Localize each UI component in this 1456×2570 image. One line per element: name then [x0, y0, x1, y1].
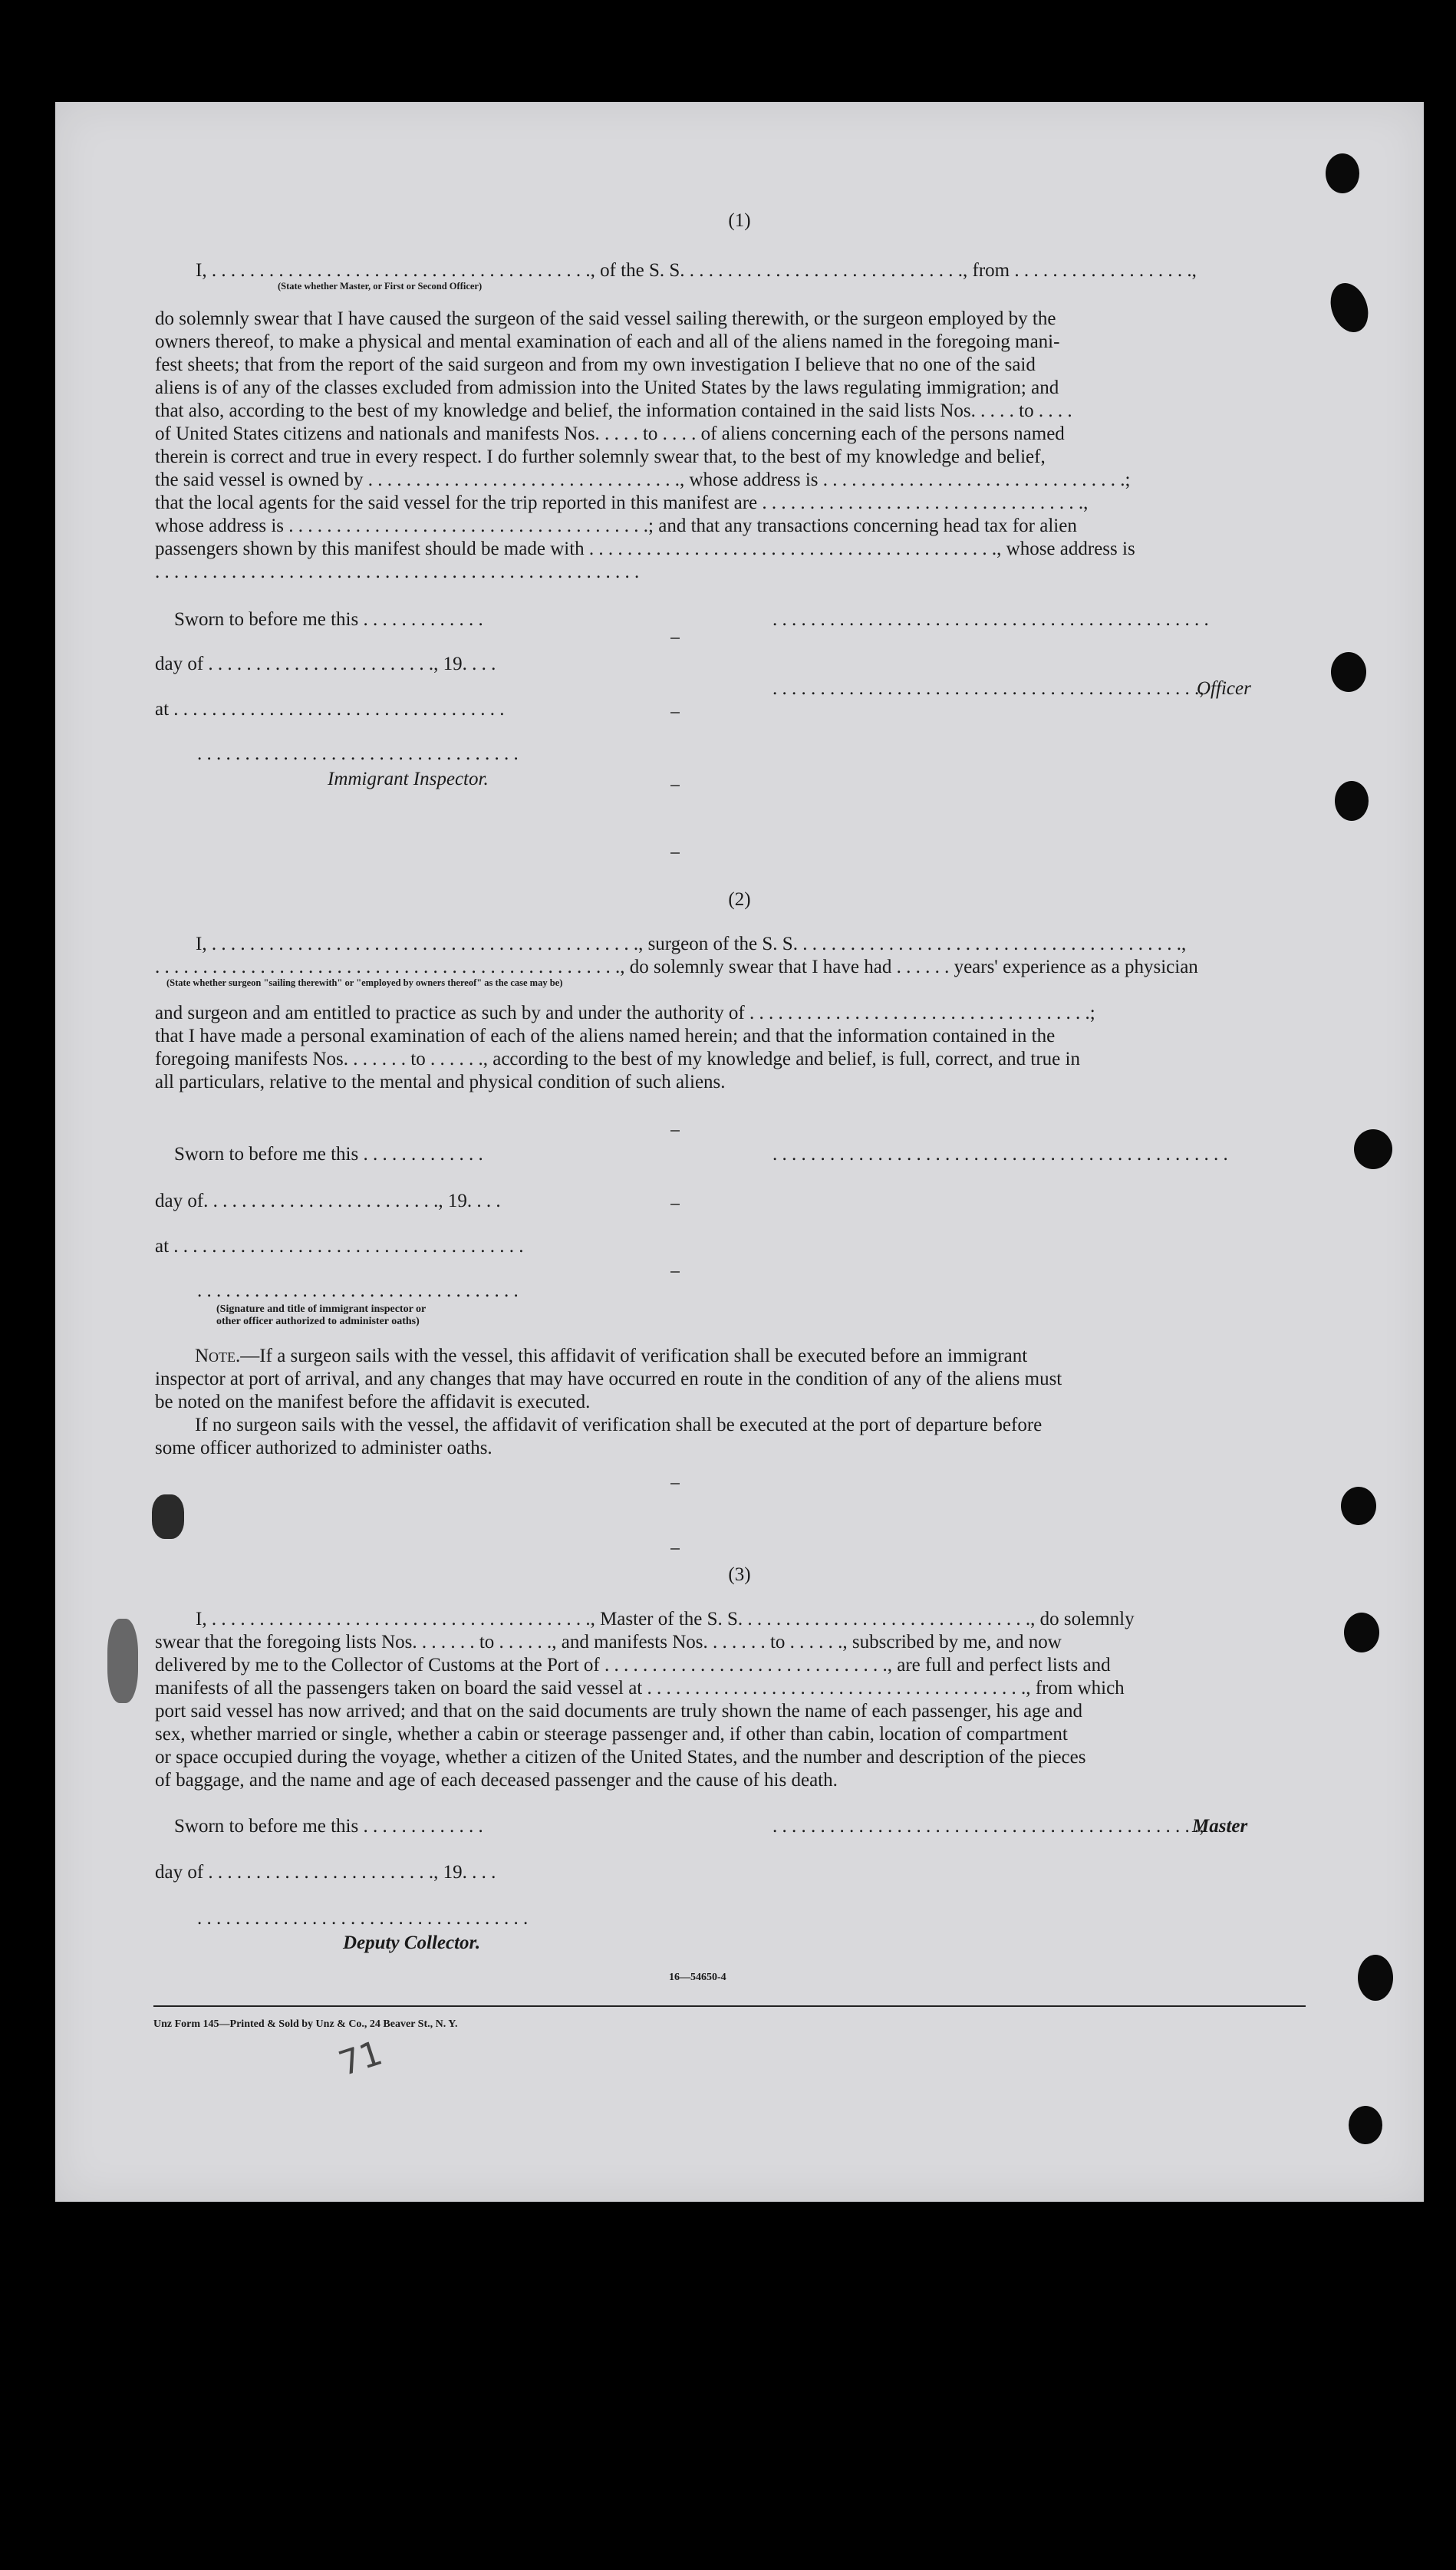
punch-hole — [1331, 652, 1366, 692]
section-1-line: fest sheets; that from the report of the said surgeon and from my own investigation I believe that no one of the said — [155, 354, 1036, 375]
section-1-at: at . . . . . . . . . . . . . . . . . . . . . . . . . . . . . . . . . . . — [155, 699, 505, 720]
scan-mark — [670, 638, 680, 639]
scan-mark — [670, 1548, 680, 1550]
section-3-line: delivered by me to the Collector of Customs at the Port of . . . . . . . . . . . . . . . . . . . . . . . . . . . . . ., are full and perfect lists and — [155, 1655, 1111, 1675]
scan-mark — [670, 1483, 680, 1484]
section-2-line: foregoing manifests Nos. . . . . . . to . . . . . ., according to the best of my knowledge and belief, is full, correct, and true in — [155, 1049, 1080, 1069]
section-2-surgeon-note: (State whether surgeon "sailing therewith" or "employed by owners thereof" as the case may be) — [166, 977, 563, 988]
section-1-line: aliens is of any of the classes excluded from admission into the United States by the laws regulating immigration; and — [155, 377, 1059, 398]
form-number: 16—54650-4 — [669, 1972, 726, 1983]
section-1-officer-note: (State whether Master, or First or Second Officer) — [278, 281, 483, 292]
section-1-line: therein is correct and true in every respect. I do further solemnly swear that, to the best of my knowledge and belief, — [155, 446, 1046, 467]
ink-blot — [152, 1494, 184, 1539]
footer-rule — [153, 2005, 1306, 2007]
section-2-line: all particulars, relative to the mental and physical condition of such aliens. — [155, 1072, 726, 1092]
section-2-signature-line: . . . . . . . . . . . . . . . . . . . . . . . . . . . . . . . . . . — [197, 1280, 519, 1301]
scan-mark — [670, 1204, 680, 1205]
section-1-heading: (1) — [728, 210, 751, 231]
section-2-sworn: Sworn to before me this . . . . . . . . . . . . . — [174, 1144, 483, 1165]
note-line: If no surgeon sails with the vessel, the affidavit of verification shall be executed at the port of departure before — [195, 1415, 1043, 1435]
punch-hole — [1354, 1129, 1392, 1169]
section-2-signature-note: (Signature and title of immigrant inspector or — [216, 1303, 427, 1315]
punch-hole — [1349, 2106, 1382, 2144]
section-2-signature-note: other officer authorized to administer oaths) — [216, 1316, 420, 1327]
section-1-line: the said vessel is owned by . . . . . . . . . . . . . . . . . . . . . . . . . . . . . . . . ., whose address is . . . . . . . . . . . . . . . . . . . . . . . . . . . . . . . .; — [155, 470, 1131, 490]
section-1-line: whose address is . . . . . . . . . . . . . . . . . . . . . . . . . . . . . . . . . . . . . .; and that any transactions concerning head tax for alien — [155, 516, 1077, 536]
note-line — [195, 1345, 1027, 1368]
officer-label: Officer — [1197, 678, 1251, 699]
section-2-surgeon-signature-line: . . . . . . . . . . . . . . . . . . . . . . . . . . . . . . . . . . . . . . . . . . . . . . . . — [772, 1144, 1228, 1165]
section-1-officer-line: . . . . . . . . . . . . . . . . . . . . . . . . . . . . . . . . . . . . . . . . . . . . . . — [772, 609, 1209, 630]
section-1-sworn: Sworn to before me this . . . . . . . . . . . . . — [174, 609, 483, 630]
section-3-line: I, . . . . . . . . . . . . . . . . . . . . . . . . . . . . . . . . . . . . . . . ., Master of the S. S. . . . . . . . . . . . . . . . . . . . . . . . . . . . . . ., do solemnly — [196, 1609, 1135, 1629]
section-1-line: of United States citizens and nationals and manifests Nos. . . . . to . . . . of aliens concerning each of the persons named — [155, 423, 1065, 444]
master-label: Master — [1192, 1816, 1248, 1837]
ink-blot — [107, 1619, 138, 1703]
note-label: Note. — [195, 1346, 241, 1366]
punch-hole — [1358, 1955, 1393, 2001]
section-3-master-line: . . . . . . . . . . . . . . . . . . . . . . . . . . . . . . . . . . . . . . . . . . . . ., — [772, 1816, 1204, 1837]
section-3-sworn: Sworn to before me this . . . . . . . . . . . . . — [174, 1816, 483, 1837]
section-1-line: that also, according to the best of my knowledge and belief, the information contained in the said lists Nos. . . . . to . . . . — [155, 400, 1072, 421]
section-3-day: day of . . . . . . . . . . . . . . . . . . . . . . . ., 19. . . . — [155, 1862, 496, 1883]
section-1-day: day of . . . . . . . . . . . . . . . . . . . . . . . ., 19. . . . — [155, 654, 496, 674]
section-3-line: or space occupied during the voyage, whether a citizen of the United States, and the number and description of the pieces — [155, 1747, 1086, 1768]
punch-hole — [1326, 153, 1359, 193]
section-1-signature-line: . . . . . . . . . . . . . . . . . . . . . . . . . . . . . . . . . . — [197, 743, 519, 764]
section-2-second-line: . . . . . . . . . . . . . . . . . . . . . . . . . . . . . . . . . . . . . . . . . . . . . . . . ., do solemnly swear that I have had . . . . . . years' experience as a physician — [155, 957, 1198, 977]
immigrant-inspector-label: Immigrant Inspector. — [328, 769, 489, 789]
punch-hole — [1335, 781, 1369, 821]
deputy-collector-label: Deputy Collector. — [343, 1932, 481, 1953]
section-1-line: . . . . . . . . . . . . . . . . . . . . . . . . . . . . . . . . . . . . . . . . . . . . . . . . . . . — [155, 562, 640, 582]
section-3-heading: (3) — [728, 1564, 751, 1585]
section-1-line: owners thereof, to make a physical and mental examination of each and all of the aliens named in the foregoing mani- — [155, 331, 1060, 352]
section-2-first-line: I, . . . . . . . . . . . . . . . . . . . . . . . . . . . . . . . . . . . . . . . . . . . . ., surgeon of the S. S. . . . . . . . . . . . . . . . . . . . . . . . . . . . . . . . . . . . . . . . ., — [196, 934, 1187, 954]
section-3-signature-line: . . . . . . . . . . . . . . . . . . . . . . . . . . . . . . . . . . . — [197, 1908, 529, 1929]
handwritten-mark: 71 — [334, 2033, 387, 2084]
section-1-line: that the local agents for the said vessel for the trip reported in this manifest are . . . . . . . . . . . . . . . . . . . . . . . . . . . . . . . . . ., — [155, 493, 1089, 513]
section-2-line: and surgeon and am entitled to practice as such by and under the authority of . . . . . . . . . . . . . . . . . . . . . . . . . . . . . . . . . . . .; — [155, 1003, 1095, 1023]
scan-mark — [670, 712, 680, 713]
scan-mark — [670, 852, 680, 854]
section-2-day: day of. . . . . . . . . . . . . . . . . . . . . . . . ., 19. . . . — [155, 1191, 501, 1211]
section-3-line: manifests of all the passengers taken on board the said vessel at . . . . . . . . . . . . . . . . . . . . . . . . . . . . . . . . . . . . . . . ., from which — [155, 1678, 1125, 1699]
section-2-heading: (2) — [728, 889, 751, 910]
document-page — [55, 102, 1424, 2202]
section-2-line: that I have made a personal examination of each of the aliens named herein; and that the information contained in the — [155, 1026, 1056, 1046]
punch-hole — [1344, 1613, 1379, 1652]
section-3-line: port said vessel has now arrived; and that on the said documents are truly shown the name of each passenger, his age and — [155, 1701, 1083, 1722]
footer-imprint: Unz Form 145—Printed & Sold by Unz & Co., 24 Beaver St., N. Y. — [153, 2018, 458, 2030]
note-line: be noted on the manifest before the affidavit is executed. — [155, 1392, 591, 1412]
section-1-line: passengers shown by this manifest should be made with . . . . . . . . . . . . . . . . . . . . . . . . . . . . . . . . . . . . . . . . . . ., whose address is — [155, 539, 1135, 559]
section-1-first-line: I, . . . . . . . . . . . . . . . . . . . . . . . . . . . . . . . . . . . . . . . ., of the S. S. . . . . . . . . . . . . . . . . . . . . . . . . . . . . ., from . . . . . . . . . . . . . . . . . . ., — [196, 260, 1197, 281]
note-line: some officer authorized to administer oaths. — [155, 1438, 492, 1458]
section-2-at: at . . . . . . . . . . . . . . . . . . . . . . . . . . . . . . . . . . . . . — [155, 1236, 524, 1257]
note-text: —If a surgeon sails with the vessel, this affidavit of verification shall be executed before an immigrant — [240, 1346, 1028, 1366]
section-1-line: do solemnly swear that I have caused the surgeon of the said vessel sailing therewith, or the surgeon employed by the — [155, 308, 1056, 329]
section-1-officer-signature: . . . . . . . . . . . . . . . . . . . . . . . . . . . . . . . . . . . . . . . . . . . . ., — [772, 678, 1204, 699]
scan-mark — [670, 785, 680, 786]
punch-hole — [1341, 1487, 1376, 1525]
scan-mark — [670, 1271, 680, 1273]
section-3-line: swear that the foregoing lists Nos. . . . . . . to . . . . . ., and manifests Nos. . . . . . . to . . . . . ., subscribed by me, and now — [155, 1632, 1062, 1652]
note-line: inspector at port of arrival, and any changes that may have occurred en route in the condition of any of the aliens must — [155, 1369, 1062, 1389]
section-3-line: of baggage, and the name and age of each deceased passenger and the cause of his death. — [155, 1770, 838, 1791]
section-3-line: sex, whether married or single, whether a cabin or steerage passenger and, if other than cabin, location of compartment — [155, 1724, 1068, 1745]
scan-mark — [670, 1130, 680, 1132]
